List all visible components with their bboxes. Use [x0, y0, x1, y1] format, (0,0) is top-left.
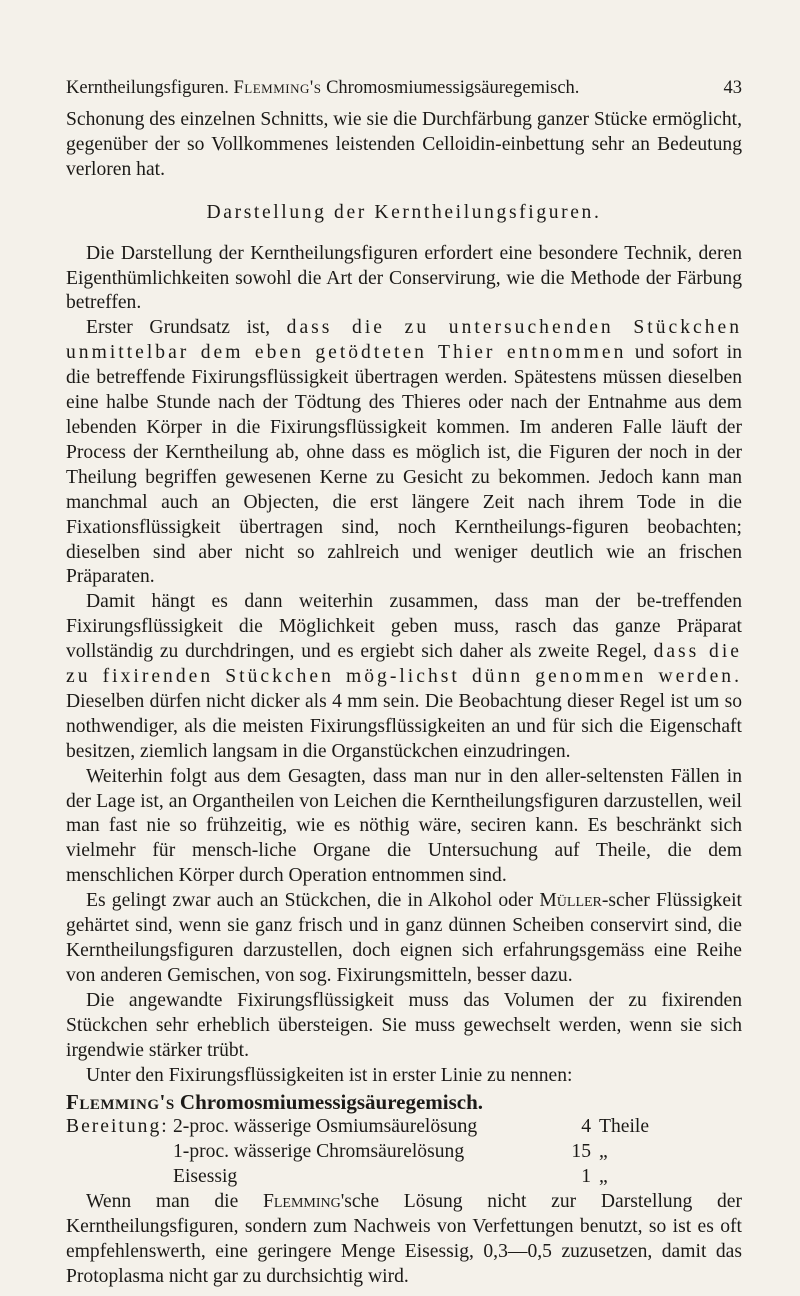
recipe-name: Chromosmiumessigsäuregemisch. [179, 1090, 484, 1115]
recipe-unit: Theile [599, 1116, 650, 1138]
rule-emphasis: dass die zu fixirenden Stückchen mög-lichst dünn genommen werden. [66, 641, 742, 688]
author-name: Flemming [262, 1191, 341, 1213]
paragraph-lead: Wenn man die [86, 1191, 239, 1213]
rule-text: und sofort in die betreffende Fixirungsflüssigkeit übertragen werden. Spätestens müssen dieselben eine halbe Stunde nach der Tödtung des Thieres oder nach der Entnahme aus dem lebenden Körper in die Fixirungsflüssigkeit kommen. Im anderen Falle läuft der Process der Kerntheilung ab, ohne dass es möglich ist, die Figuren der noch in der Theilung begriffen gewesenen Kerne zu Gesicht zu bekommen. Jedoch kann man manchmal auch an Objecten, die erst längere Zeit nach ihrem Tode in die Fixationsflüssigkeit übertragen sind, noch Kerntheilungs-figuren beobachten; dieselben sind aber nicht so zahlreich und weniger deutlich wie an frischen Präparaten. [66, 342, 743, 588]
recipe-item: 1-proc. wässerige Chromsäurelösung [173, 1141, 465, 1163]
recipe-label: Bereitung: [66, 1116, 169, 1138]
recipe-amount: 15 [571, 1141, 591, 1163]
paragraph-first-rule [66, 316, 742, 590]
rule-emphasis: dass die zu untersuchenden Stückchen unmittelbar dem eben getödteten Thier entnommen [66, 317, 742, 364]
recipe-title [66, 1090, 742, 1115]
running-head-prefix: Kerntheilungsfiguren. [66, 78, 229, 98]
paragraph: Unter den Fixirungsflüssigkeiten ist in erster Linie zu nennen: [86, 1064, 573, 1086]
rule-lead: Erster Grundsatz ist, [86, 317, 271, 339]
recipe-item: Eisessig [173, 1166, 238, 1188]
author-name: Müller- [539, 890, 609, 912]
paragraph: Die angewandte Fixirungsflüssigkeit muss das Volumen der zu fixirenden Stückchen sehr erheblich übersteigen. Sie muss gewechselt werden, wenn sie sich irgendwie stärker trübt. [66, 989, 742, 1061]
recipe-author: Flemming's [66, 1090, 175, 1115]
paragraph-rest: 'sche Lösung nicht zur Darstellung der Kerntheilungsfiguren, sondern zum Nachweis von Verfettungen benutzt, so ist es oft empfehlenswerth, eine geringere Menge Eisessig, 0,3—0,5 zuzusetzen, damit das Protoplasma nicht gar zu durchsichtig wird. [66, 1191, 742, 1287]
recipe-item: 2-proc. wässerige Osmiumsäurelösung [173, 1116, 478, 1138]
paragraph-lead: Es gelingt zwar auch an Stückchen, die in Alkohol oder [86, 890, 534, 912]
running-head-title [66, 76, 579, 100]
paragraph: Weiterhin folgt aus dem Gesagten, dass man nur in den aller-seltensten Fällen in der Lage ist, an Organtheilen von Leichen die Kerntheilungsfiguren darzustellen, weil man fast nie so frühzeitig, wie es nöthig wäre, seciren kann. Es beschränkt sich vielmehr für mensch-liche Organe die Untersuchung auf Theile, die dem menschlichen Körper durch Operation entnommen sind. [66, 765, 742, 887]
recipe-amount: 1 [581, 1166, 591, 1188]
recipe-table [66, 1115, 742, 1190]
recipe-amount: 4 [581, 1116, 591, 1138]
section-heading: Darstellung der Kerntheilungsfiguren. [206, 201, 602, 223]
paragraph-rest: scher Flüssigkeit gehärtet sind, wenn sie ganz frisch und in ganz dünnen Scheiben conservirt sind, die Kerntheilungsfiguren darzustellen, doch eignen sich erfahrungsgemäss eine Reihe von anderen Gemischen, von sog. Fixirungsmitteln, besser dazu. [66, 890, 742, 986]
paragraph: Die Darstellung der Kerntheilungsfiguren erfordert eine besondere Technik, deren Eigenthümlichkeiten sowohl die Art der Conservirung, wie die Methode der Färbung betreffen. [66, 242, 742, 314]
recipe-unit: „ [599, 1166, 608, 1188]
running-head [66, 76, 742, 100]
rule-text: Dieselben dürfen nicht dicker als 4 mm sein. Die Beobachtung dieser Regel ist um so nothwendiger, als die meisten Fixirungsflüssigkeiten an und für sich die Eigenschaft besitzen, ziemlich langsam in die Organstückchen einzudringen. [66, 690, 742, 762]
paragraph [66, 1190, 742, 1290]
rule-lead: Damit hängt es dann weiterhin zusammen, dass man der be-treffenden Fixirungsflüssigkeit die Möglichkeit geben muss, rasch das ganze Präparat vollständig zu durchdringen, und es ergiebt sich daher als zweite Regel, [66, 591, 742, 663]
recipe-unit: „ [599, 1141, 608, 1163]
page-number: 43 [723, 78, 742, 98]
paragraph-continued: Schonung des einzelnen Schnitts, wie sie die Durchfärbung ganzer Stücke ermöglicht, gegenüber der so Vollkommenes leistenden Celloidin-einbettung sehr an Bedeutung verloren hat. [66, 109, 742, 180]
paragraph [66, 889, 742, 989]
body-text [66, 108, 742, 1290]
running-head-author: Flemming's [233, 78, 322, 98]
paragraph-second-rule [66, 590, 742, 764]
running-head-subject: Chromosmiumessigsäuregemisch. [326, 78, 580, 98]
